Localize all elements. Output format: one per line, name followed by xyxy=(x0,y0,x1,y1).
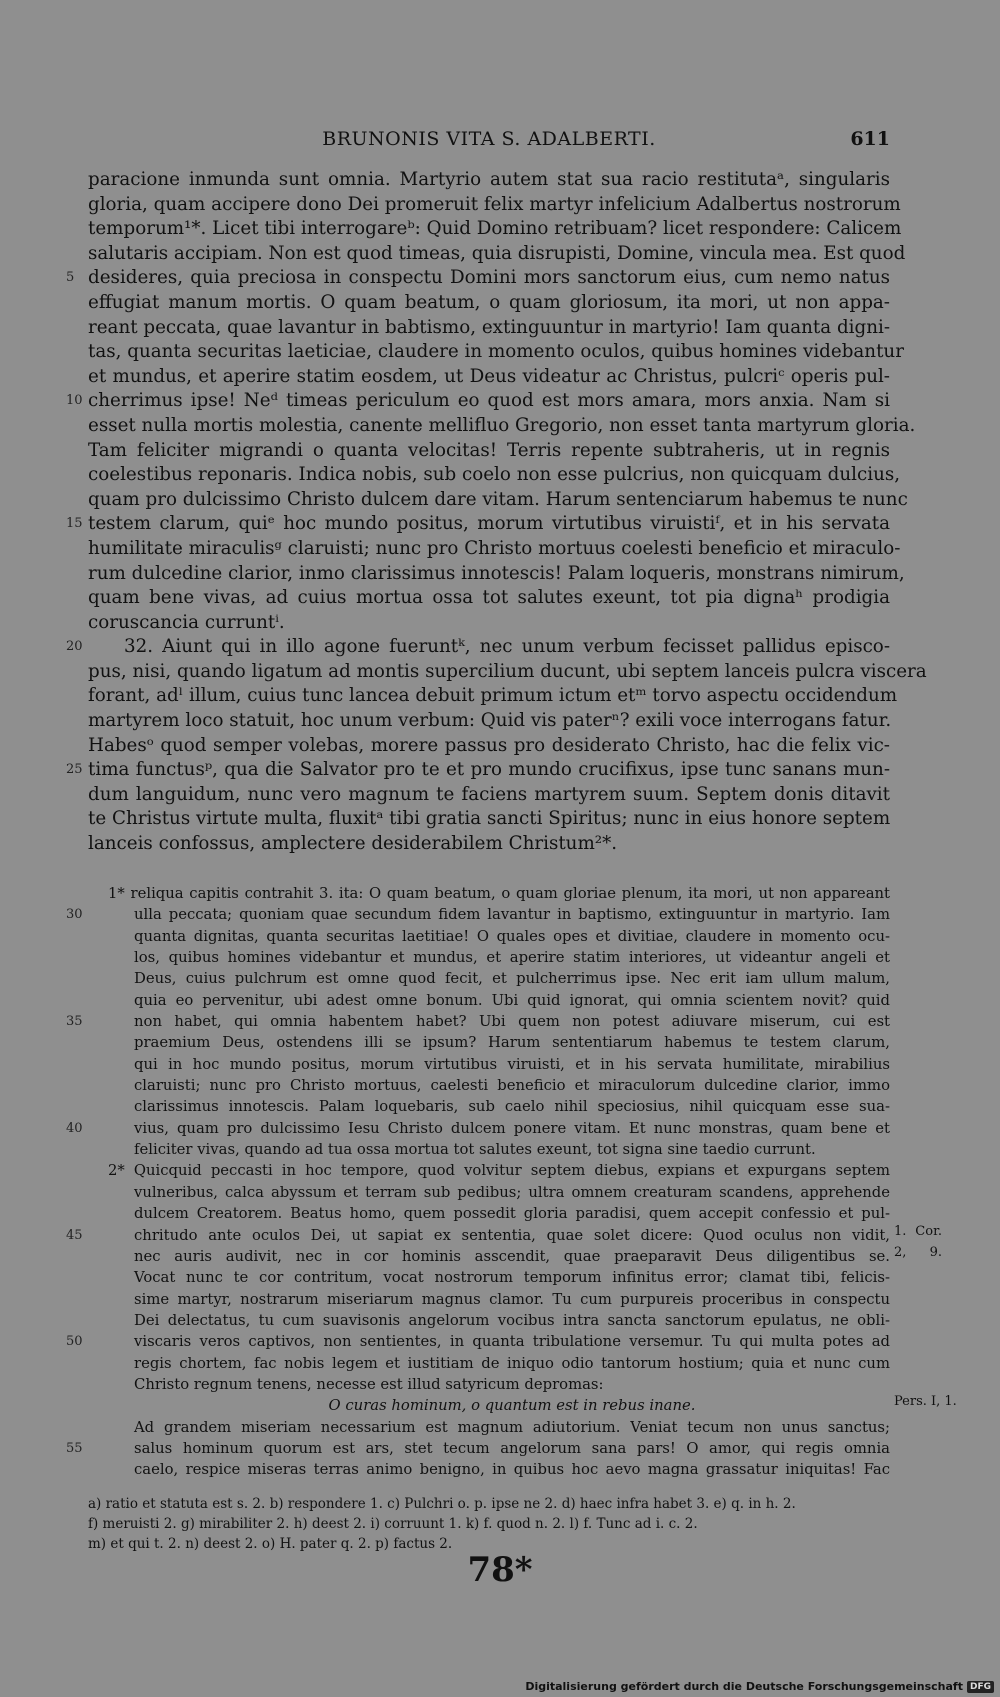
note-line-text: chritudo ante oculos Dei, ut sapiat ex sententia, quae solet dicere: Quod oculus non vidit, xyxy=(134,1226,890,1244)
note-line xyxy=(88,1267,890,1288)
main-line-text: testem clarum, quiᵉ hoc mundo positus, morum virtutibus viruistiᶠ, et in his servata xyxy=(88,513,890,535)
main-line xyxy=(88,660,927,685)
margin-reference: Pers. I, 1. xyxy=(894,1394,957,1410)
note-line-text: Christo regnum tenens, necesse est illud satyricum depromas: xyxy=(134,1375,604,1393)
running-title: BRUNONIS VITA S. ADALBERTI. xyxy=(322,128,656,150)
main-line-text: paracione inmunda sunt omnia. Martyrio autem stat sua racio restitutaᵃ, singularis xyxy=(88,169,890,190)
page-number: 611 xyxy=(850,128,890,150)
main-line xyxy=(88,242,906,267)
line-number: 50 xyxy=(66,1334,83,1350)
note-line xyxy=(88,883,890,904)
note-line xyxy=(66,1118,890,1139)
note-line-text: praemium Deus, ostendens illi se ipsum? Harum sententiarum habemus te testem clarum, xyxy=(134,1034,890,1052)
main-line-text: lanceis confossus, amplectere desiderabilem Christum²*. xyxy=(88,833,618,855)
note-line xyxy=(88,1289,890,1310)
footnote-line: f) meruisti 2. g) mirabiliter 2. h) deest 2. i) corruunt 1. k) f. quod n. 2. l) f. Tunc ad i. c. 2. xyxy=(88,1516,698,1532)
note-line-text: salus hominum quorum est ars, stet tecum angelorum sana pars! O amor, qui regis omnia xyxy=(134,1439,890,1457)
note-line-text: sime martyr, nostrarum miseriarum magnus clamor. Tu cum purpureis proceribus in conspectu xyxy=(134,1290,890,1308)
note-line xyxy=(88,1374,890,1395)
main-line-text: coelestibus reponaris. Indica nobis, sub coelo non esse pulcrius, non quicquam dulcius, xyxy=(88,464,901,486)
note-line-text: 2* Quicquid peccasti in hoc tempore, quod volvitur septem diebus, expians et expurgans septem xyxy=(108,1162,890,1180)
note-line xyxy=(88,1203,890,1224)
main-line xyxy=(88,365,890,390)
main-line xyxy=(88,291,890,316)
note-line-text: caelo, respice miseras terras animo benigno, in quibus hoc aevo magna grassatur iniquitas! Fac xyxy=(134,1461,890,1479)
note-line-text: feliciter vivas, quando ad tua ossa mortua tot salutes exeunt, tot signa sine taedio currunt. xyxy=(134,1141,816,1159)
note-line xyxy=(66,904,890,925)
line-number: 10 xyxy=(66,393,83,409)
main-line-text: reant peccata, quae lavantur in babtismo, extinguuntur in martyrio! Iam quanta digni- xyxy=(88,316,890,338)
main-line xyxy=(88,709,890,734)
main-text xyxy=(66,168,927,857)
main-line-text: effugiat manum mortis. O quam beatum, o quam gloriosum, ita mori, ut non appa- xyxy=(88,291,890,313)
margin-reference: 2, 9. xyxy=(894,1244,942,1260)
dfg-logo: DFG xyxy=(967,1681,994,1693)
main-line xyxy=(88,488,908,513)
footnote-line: a) ratio et statuta est s. 2. b) respondere 1. c) Pulchri o. p. ipse ne 2. d) haec infra habet 3. e) q. in h. 2. xyxy=(88,1496,796,1512)
note-line-text: 1* reliqua capitis contrahit 3. ita: O quam beatum, o quam gloriae plenum, ita mori, ut non appareant xyxy=(108,885,890,902)
note-line-text: Ad grandem miseriam necessarium est magnum adiutorium. Veniat tecum non unus sanctus; xyxy=(134,1418,890,1436)
note-line-text: ulla peccata; quoniam quae secundum fidem lavantur in baptismo, extinguuntur in martyrio. Iam xyxy=(134,906,890,924)
note-line xyxy=(88,990,890,1011)
digitization-credit xyxy=(525,1680,994,1693)
main-line-text: esset nulla mortis molestia, canente mellifluo Gregorio, non esset tanta martyrum gloria. xyxy=(88,414,916,436)
note-line-text: claruisti; nunc pro Christo mortuus, caelesti beneficio et miraculorum dulcedine clarior, immo xyxy=(134,1077,890,1095)
main-line-text: quam bene vivas, ad cuius mortua ossa tot salutes exeunt, tot pia dignaʰ prodigia xyxy=(88,587,890,609)
line-number: 40 xyxy=(66,1120,83,1136)
credit-text: Digitalisierung gefördert durch die Deutsche Forschungsgemeinschaft xyxy=(525,1680,963,1693)
note-line xyxy=(88,1244,942,1267)
main-line-text: rum dulcedine clarior, inmo clarissimus innotescis! Palam loqueris, monstrans nimirum, xyxy=(88,562,905,584)
main-line-text: pus, nisi, quando ligatum ad montis supercilium ducunt, ubi septem lanceis pulcra viscera xyxy=(88,660,927,682)
note-line xyxy=(88,968,890,989)
note-line-text: Dei delectatus, tu cum suavisonis angelorum vocibus intra sancta sanctorum epulatus, ne obli- xyxy=(134,1311,890,1329)
main-line xyxy=(88,832,890,857)
note-line xyxy=(88,1096,890,1117)
note-line xyxy=(88,1075,890,1096)
main-line-text: desideres, quia preciosa in conspectu Domini mors sanctorum eius, cum nemo natus xyxy=(88,267,890,289)
main-line xyxy=(88,611,890,636)
note-line xyxy=(88,926,890,947)
main-line-text: dum languidum, nunc vero magnum te faciens martyrem suum. Septem donis ditavit xyxy=(88,783,890,805)
main-line xyxy=(88,562,905,587)
note-line-text: los, quibus homines videbantur et mundus, et aperire statim interiores, ut videantur angeli et xyxy=(134,949,890,967)
main-line-text: humilitate miraculisᵍ claruisti; nunc pro Christo mortuus coelesti beneficio et miraculo- xyxy=(88,537,901,559)
note-line xyxy=(88,1160,890,1181)
margin-reference: 1. Cor. xyxy=(894,1223,942,1239)
main-line xyxy=(88,193,901,218)
note-line-text: clarissimus innotescis. Palam loquebaris, sub caelo nihil speciosius, nihil quicquam esse sua- xyxy=(134,1098,890,1116)
note-line xyxy=(88,1032,890,1053)
note-line-text: O curas hominum, o quantum est in rebus inane. xyxy=(328,1397,696,1415)
note-line-text: vius, quam pro dulcissimo Iesu Christo dulcem ponere vitam. Et nunc monstras, quam bene et xyxy=(134,1119,890,1137)
main-line-text: salutaris accipiam. Non est quod timeas, quia disrupisti, Domine, vincula mea. Est quod xyxy=(88,242,906,264)
main-line-text: Tam feliciter migrandi o quanta velocitas! Terris repente subtraheris, ut in regnis xyxy=(88,439,890,461)
main-line-text: 32. Aiunt qui in illo agone fueruntᵏ, nec unum verbum fecisset pallidus episco- xyxy=(124,636,890,658)
main-line-text: et mundus, et aperire statim eosdem, ut Deus videatur ac Christus, pulcriᶜ operis pul- xyxy=(88,365,890,387)
line-number: 15 xyxy=(66,516,83,532)
main-line xyxy=(88,783,890,808)
line-number: 45 xyxy=(66,1227,83,1243)
main-line-text: te Christus virtute multa, fluxitᵃ tibi gratia sancti Spiritus; nunc in eius honore septem xyxy=(88,808,891,830)
main-line xyxy=(88,414,916,439)
line-number: 30 xyxy=(66,907,83,923)
main-line xyxy=(66,389,890,414)
main-line-text: cherrimus ipse! Neᵈ timeas periculum eo quod est mors amara, mors anxia. Nam si xyxy=(88,390,890,412)
note-line xyxy=(88,1353,890,1374)
note-line xyxy=(66,1223,942,1246)
main-line xyxy=(88,807,890,832)
line-number: 55 xyxy=(66,1440,83,1456)
note-line xyxy=(66,1011,890,1032)
main-line-text: coruscancia curruntⁱ. xyxy=(88,611,285,633)
page-header xyxy=(88,128,890,156)
note-line xyxy=(88,1139,890,1160)
variant-text-notes xyxy=(66,883,957,1481)
note-line xyxy=(88,1182,890,1203)
main-line xyxy=(88,439,890,464)
note-line xyxy=(66,1331,890,1352)
main-line xyxy=(88,217,902,242)
note-line-text: vulneribus, calca abyssum et terram sub pedibus; ultra omnem creaturam scandens, apprehende xyxy=(134,1183,890,1201)
note-line-text: Deus, cuius pulchrum est omne quod fecit, et pulcherrimus ipse. Nec erit iam ullum malum, xyxy=(134,970,890,988)
note-line xyxy=(88,1310,890,1331)
note-line-text: viscaris veros captivos, non sentientes, in quanta tribulatione versemur. Tu qui multa potes ad xyxy=(134,1333,890,1351)
main-line xyxy=(88,168,890,193)
note-line-text: qui in hoc mundo positus, morum virtutibus viruisti, et in his servata humilitate, mirabilius xyxy=(134,1055,890,1073)
main-line-text: temporum¹*. Licet tibi interrogareᵇ: Quid Domino retribuam? licet respondere: Calicem xyxy=(88,218,902,240)
note-line xyxy=(88,1459,890,1480)
footnotes xyxy=(88,1494,908,1554)
note-line xyxy=(88,1054,890,1075)
note-line-text: regis chortem, fac nobis legem et iustitiam de iniquo odio tantorum hostium; quia et nunc cum xyxy=(134,1354,890,1372)
main-line xyxy=(88,586,890,611)
main-line-text: tas, quanta securitas laeticiae, claudere in momento oculos, quibus homines videbantur xyxy=(88,341,904,363)
note-line-text: quanta dignitas, quanta securitas laetitiae! O quales opes et divitiae, claudere in momento ocu- xyxy=(134,927,890,945)
main-line xyxy=(66,266,890,291)
signature-mark: 78* xyxy=(467,1550,533,1590)
main-line-text: Habesᵒ quod semper volebas, morere passus pro desiderato Christo, hac die felix vic- xyxy=(88,734,890,756)
main-line-text: gloria, quam accipere dono Dei promeruit felix martyr infelicium Adalbertus nostrorum xyxy=(88,193,901,215)
note-line xyxy=(88,1394,957,1416)
note-line-text: Vocat nunc te cor contritum, vocat nostrorum temporum infinitus error; clamat tibi, felicis- xyxy=(134,1269,890,1287)
note-line xyxy=(88,947,890,968)
main-line-text: forant, adˡ illum, cuius tunc lancea debuit primum ictum etᵐ torvo aspectu occidendum xyxy=(88,685,898,707)
main-line xyxy=(88,684,898,709)
main-line xyxy=(88,734,890,759)
line-number: 35 xyxy=(66,1014,83,1030)
line-number: 25 xyxy=(66,762,83,778)
main-line-text: quam pro dulcissimo Christo dulcem dare vitam. Harum sentenciarum habemus te nunc xyxy=(88,488,908,510)
main-line-text: martyrem loco statuit, hoc unum verbum: Quid vis paterⁿ? exili voce interrogans fatur. xyxy=(88,710,892,732)
main-line-text: tima functusᵖ, qua die Salvator pro te et pro mundo crucifixus, ipse tunc sanans mun- xyxy=(88,759,890,781)
note-line-text: quia eo pervenitur, ubi adest omne bonum. Ubi quid ignorat, qui omnia scientem novit? quid xyxy=(134,991,890,1009)
note-line xyxy=(66,1438,890,1459)
main-line xyxy=(66,758,890,783)
footnote-line: m) et qui t. 2. n) deest 2. o) H. pater q. 2. p) factus 2. xyxy=(88,1536,453,1552)
note-line-text: nec auris audivit, nec in cor hominis asscendit, quae praeparavit Deus diligentibus se. xyxy=(134,1247,890,1265)
main-line xyxy=(88,340,904,365)
main-line xyxy=(88,316,890,341)
main-line xyxy=(88,463,901,488)
line-number: 5 xyxy=(66,270,75,286)
main-line xyxy=(66,635,890,660)
note-line-text: dulcem Creatorem. Beatus homo, quem possedit gloria paradisi, quem accepit confessio et pul- xyxy=(134,1205,890,1223)
main-line xyxy=(88,537,901,562)
note-line-text: non habet, qui omnia habentem habet? Ubi quem non potest adiuvare miserum, cui est xyxy=(134,1013,890,1031)
main-line xyxy=(66,512,890,537)
line-number: 20 xyxy=(66,639,83,655)
note-line xyxy=(88,1417,890,1438)
